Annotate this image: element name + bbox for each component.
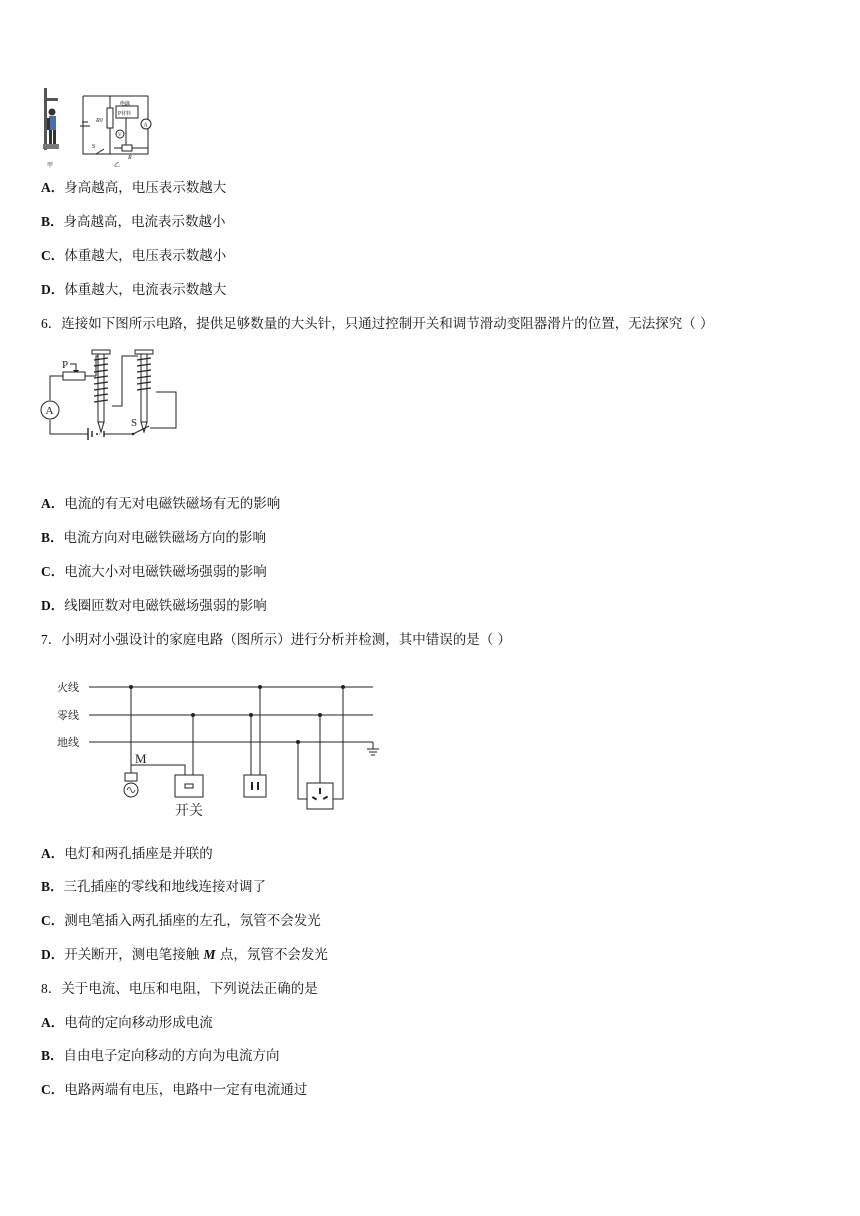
- question-text: 关于电流、电压和电阻，下列说法正确的是: [61, 981, 318, 997]
- option-letter: B．: [41, 1048, 64, 1063]
- label-s: S: [92, 144, 96, 150]
- q5-option-b: [41, 212, 226, 232]
- q7-option-d: [41, 945, 328, 965]
- label-live: 火线: [57, 681, 79, 694]
- label-s: S: [131, 417, 138, 429]
- switch-s: [96, 149, 104, 154]
- option-text: 自由电子定向移动的方向为电流方向: [63, 1048, 280, 1064]
- option-text: 测电笔插入两孔插座的左孔，氖管不会发光: [64, 913, 321, 929]
- option-letter: A．: [41, 1015, 65, 1030]
- option-text: 体重越大，电流表示数越大: [64, 282, 227, 298]
- option-letter: B．: [41, 879, 64, 894]
- option-text: 电路两端有电压，电路中一定有电流通过: [64, 1082, 308, 1098]
- label-v: V: [118, 133, 122, 138]
- option-text: 三孔插座的零线和地线连接对调了: [63, 879, 267, 895]
- label-earth: 地线: [57, 736, 79, 749]
- label-a: A: [143, 122, 148, 129]
- q7-option-b: [41, 877, 266, 897]
- option-letter: A．: [41, 180, 65, 195]
- question-number: 6．: [41, 316, 62, 331]
- q6-option-c: [41, 562, 267, 582]
- q8-option-a: [41, 1013, 213, 1033]
- lamp-icon: [124, 773, 138, 797]
- option-letter: C．: [41, 913, 65, 928]
- q7-option-a: [41, 844, 213, 864]
- label-r0: R0: [96, 118, 103, 124]
- option-text: 身高越高，电流表示数越小: [63, 214, 226, 230]
- option-text: 电流方向对电磁铁磁场方向的影响: [63, 530, 267, 546]
- q7-wires: [89, 687, 379, 799]
- resistor-r: [122, 145, 132, 151]
- option-letter: D．: [41, 282, 65, 297]
- q5-circuit-wires: [80, 96, 148, 154]
- q8-option-b: [41, 1046, 280, 1066]
- q5-figure: [38, 82, 168, 172]
- q8-stem: [41, 979, 318, 999]
- q6-circuit-wires: [50, 356, 176, 434]
- question-text: 小明对小强设计的家庭电路（图所示）进行分析并检测，其中错误的是（ ）: [61, 632, 512, 648]
- q5-option-c: [41, 246, 226, 266]
- resistor-r0: [107, 108, 113, 128]
- question-number: 8．: [41, 981, 62, 996]
- q7-option-c: [41, 911, 321, 931]
- rheostat: [63, 372, 85, 380]
- option-text: 体重越大，电压表示数越小: [64, 248, 227, 264]
- point-m-label: M: [203, 947, 216, 962]
- option-letter: C．: [41, 248, 65, 263]
- question-number: 7．: [41, 632, 62, 647]
- label-r: R: [128, 155, 132, 161]
- option-letter: D．: [41, 598, 65, 613]
- label-switch: 开关: [175, 803, 203, 819]
- option-text: 电流大小对电磁铁磁场强弱的影响: [64, 564, 267, 580]
- label-p: P: [62, 359, 69, 371]
- label-material-top: 绝缘: [120, 101, 131, 107]
- option-text: 电流的有无对电磁铁磁场有无的影响: [64, 496, 281, 512]
- option-letter: C．: [41, 564, 65, 579]
- electromagnet-nail-2: [135, 350, 153, 432]
- electromagnet-nail-1: [92, 350, 110, 432]
- q5-option-a: [41, 178, 226, 198]
- label-yi: 乙: [114, 162, 121, 169]
- label-a: A: [45, 405, 54, 417]
- option-letter: A．: [41, 496, 65, 511]
- option-text: 电荷的定向移动形成电流: [64, 1015, 213, 1031]
- option-letter: B．: [41, 530, 64, 545]
- option-letter: B．: [41, 214, 64, 229]
- height-scale-person-drawing: [43, 88, 59, 150]
- q6-stem: [41, 314, 714, 334]
- option-text-after: 点，氖管不会发光: [215, 947, 328, 963]
- label-jia: 甲: [47, 162, 54, 169]
- option-text: 电灯和两孔插座是并联的: [64, 846, 213, 862]
- option-text: 线圈匝数对电磁铁磁场强弱的影响: [64, 598, 267, 614]
- option-text-before: 开关断开，测电笔接触: [64, 947, 204, 963]
- label-neutral: 零线: [57, 709, 79, 722]
- option-letter: C．: [41, 1082, 65, 1097]
- q6-figure: [38, 346, 183, 442]
- q6-option-d: [41, 596, 267, 616]
- question-text: 连接如下图所示电路，提供足够数量的大头针，只通过控制开关和调节滑动变阻器滑片的位置，无法探究（ ）: [61, 316, 714, 332]
- three-hole-socket-icon: [307, 783, 333, 809]
- two-hole-socket-icon: [244, 775, 266, 797]
- q6-option-a: [41, 494, 280, 514]
- switch-box-icon: [175, 775, 203, 797]
- option-letter: D．: [41, 947, 65, 962]
- q5-option-d: [41, 280, 226, 300]
- option-text: 身高越高，电压表示数越大: [64, 180, 227, 196]
- switch-contact: [132, 433, 135, 436]
- option-letter: A．: [41, 846, 65, 861]
- label-point-m: M: [135, 751, 147, 766]
- q6-option-b: [41, 528, 266, 548]
- q7-stem: [41, 630, 511, 650]
- label-material-bottom: P材料: [118, 111, 132, 117]
- q7-figure: [55, 675, 395, 825]
- q8-option-c: [41, 1080, 307, 1100]
